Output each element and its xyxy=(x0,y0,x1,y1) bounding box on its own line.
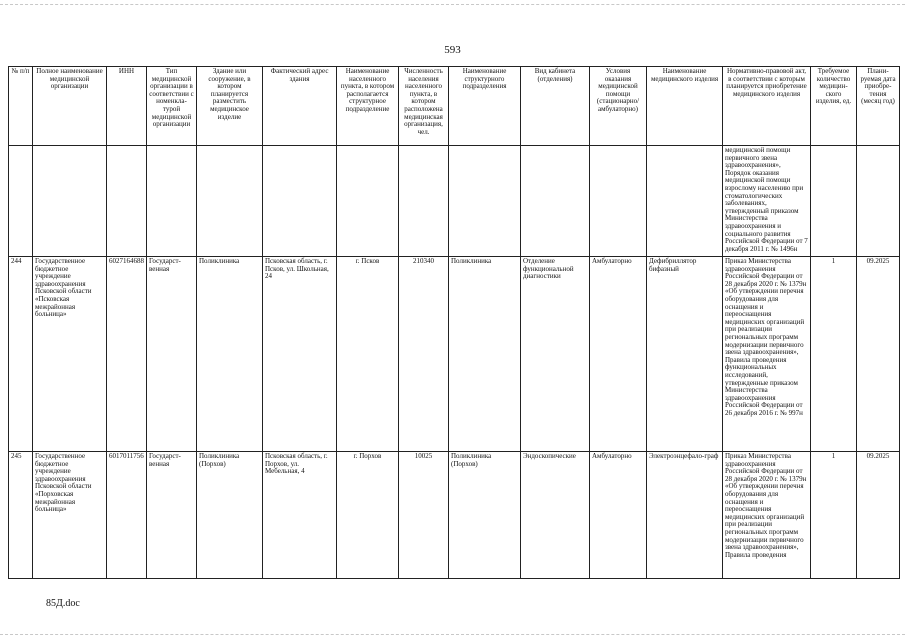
table-header-row xyxy=(9,67,900,146)
table-cell xyxy=(9,146,33,257)
settlement: г. Псков xyxy=(337,257,399,452)
org-type: Государст-венная xyxy=(147,452,197,579)
header-cell: Наименование населенного пункта, в котором располагается структурное подразделение xyxy=(337,67,399,146)
device: Электроэнцефало-граф xyxy=(647,452,723,579)
address: Псковская область, г. Порхов, ул. Мебельная, 4 xyxy=(263,452,337,579)
header-cell: Численность населения населенного пункта, в котором расположена медицинская организация, чел. xyxy=(399,67,449,146)
purchase-date: 09.2025 xyxy=(857,257,900,452)
inn: 6017011756 xyxy=(107,452,147,579)
header-cell: Фактический адрес здания xyxy=(263,67,337,146)
table-cell xyxy=(337,146,399,257)
scan-bottom-edge xyxy=(0,634,905,635)
settlement: г. Порхов xyxy=(337,452,399,579)
table-cell xyxy=(521,146,590,257)
header-cell: Наименование структурного подразделения xyxy=(449,67,521,146)
table-cell xyxy=(197,146,263,257)
building: Поликлиника (Порхов) xyxy=(197,452,263,579)
act-cell: Приказ Министерства здравоохранения Российской Федерации от 28 декабря 2020 г. № 1379н «Об утверждении перечня оборудования для оснащения и переоснащения медицинских организаций при реализации региональных программ модернизации первичного звена здравоохранения», Правила проведения функциональных исследований, утвержденные приказом Министерства здравоохранения Российской Федерации от 26 декабря 2016 г. № 997н xyxy=(723,257,811,452)
header-cell: Требуемое количество медицин-ского изделия, ед. xyxy=(811,67,857,146)
table-cell xyxy=(590,146,647,257)
header-cell: Плани-руемая дата приобре-тения (месяц год) xyxy=(857,67,900,146)
table-row-continuation xyxy=(9,146,900,257)
quantity: 1 xyxy=(811,257,857,452)
quantity: 1 xyxy=(811,452,857,579)
table-cell xyxy=(33,146,107,257)
conditions: Амбулаторно xyxy=(590,452,647,579)
table-cell xyxy=(107,146,147,257)
act-cell: Приказ Министерства здравоохранения Российской Федерации от 28 декабря 2020 г. № 1379н «Об утверждении перечня оборудования для оснащения и переоснащения медицинских организаций при реализации региональных программ модернизации первичного звена здравоохранения», Правила проведения xyxy=(723,452,811,579)
org-type: Государст-венная xyxy=(147,257,197,452)
header-cell: ИНН xyxy=(107,67,147,146)
population: 210340 xyxy=(399,257,449,452)
table-cell xyxy=(857,146,900,257)
footer-filename: 85Д.doc xyxy=(46,598,80,609)
cabinet: Отделение функциональной диагностики xyxy=(521,257,590,452)
row-number: 244 xyxy=(9,257,33,452)
org-name: Государственное бюджетное учреждение здравоохранения Псковской области «Порховская межрайонная больница» xyxy=(33,452,107,579)
table-cell xyxy=(647,146,723,257)
conditions: Амбулаторно xyxy=(590,257,647,452)
unit: Поликлиника xyxy=(449,257,521,452)
header-cell: Вид кабинета (отделения) xyxy=(521,67,590,146)
header-cell: Нормативно-правовой акт, в соответствии с которым планируется приобретение медицинского изделия xyxy=(723,67,811,146)
header-cell: Здание или сооружение, в котором планируется разместить медицинское изделие xyxy=(197,67,263,146)
table-cell xyxy=(399,146,449,257)
header-cell: Условия оказания медицинской помощи (стационарно/ амбулаторно) xyxy=(590,67,647,146)
header-cell: Наименование медицинского изделия xyxy=(647,67,723,146)
act-cell: медицинской помощи первичного звена здравоохранения», Порядок оказания медицинской помощи взрослому населению при стоматологических заболеваниях, утвержденный приказом Министерства здравоохранения и социального развития Российской Федерации от 7 декабря 2011 г. № 1496н xyxy=(723,146,811,257)
table-cell xyxy=(811,146,857,257)
cabinet: Эндоскопические xyxy=(521,452,590,579)
address: Псковская область, г. Псков, ул. Школьная, 24 xyxy=(263,257,337,452)
header-cell: Тип медицинской организации в соответствии с номенкла-турой медицинской организации xyxy=(147,67,197,146)
row-number: 245 xyxy=(9,452,33,579)
table-cell xyxy=(263,146,337,257)
header-cell: Полное наименование медицинской организации xyxy=(33,67,107,146)
equipment-table xyxy=(8,66,900,579)
table-cell xyxy=(449,146,521,257)
device: Дефибриллятор бифазный xyxy=(647,257,723,452)
table-row xyxy=(9,452,900,579)
scan-top-edge xyxy=(0,4,905,5)
population: 10025 xyxy=(399,452,449,579)
table-cell xyxy=(147,146,197,257)
org-name: Государственное бюджетное учреждение здравоохранения Псковской области «Псковская межрайонная больница» xyxy=(33,257,107,452)
purchase-date: 09.2025 xyxy=(857,452,900,579)
building: Поликлиника xyxy=(197,257,263,452)
table-row xyxy=(9,257,900,452)
unit: Поликлиника (Порхов) xyxy=(449,452,521,579)
header-cell: № п/п xyxy=(9,67,33,146)
inn: 6027164688 xyxy=(107,257,147,452)
page-number: 593 xyxy=(444,44,461,56)
